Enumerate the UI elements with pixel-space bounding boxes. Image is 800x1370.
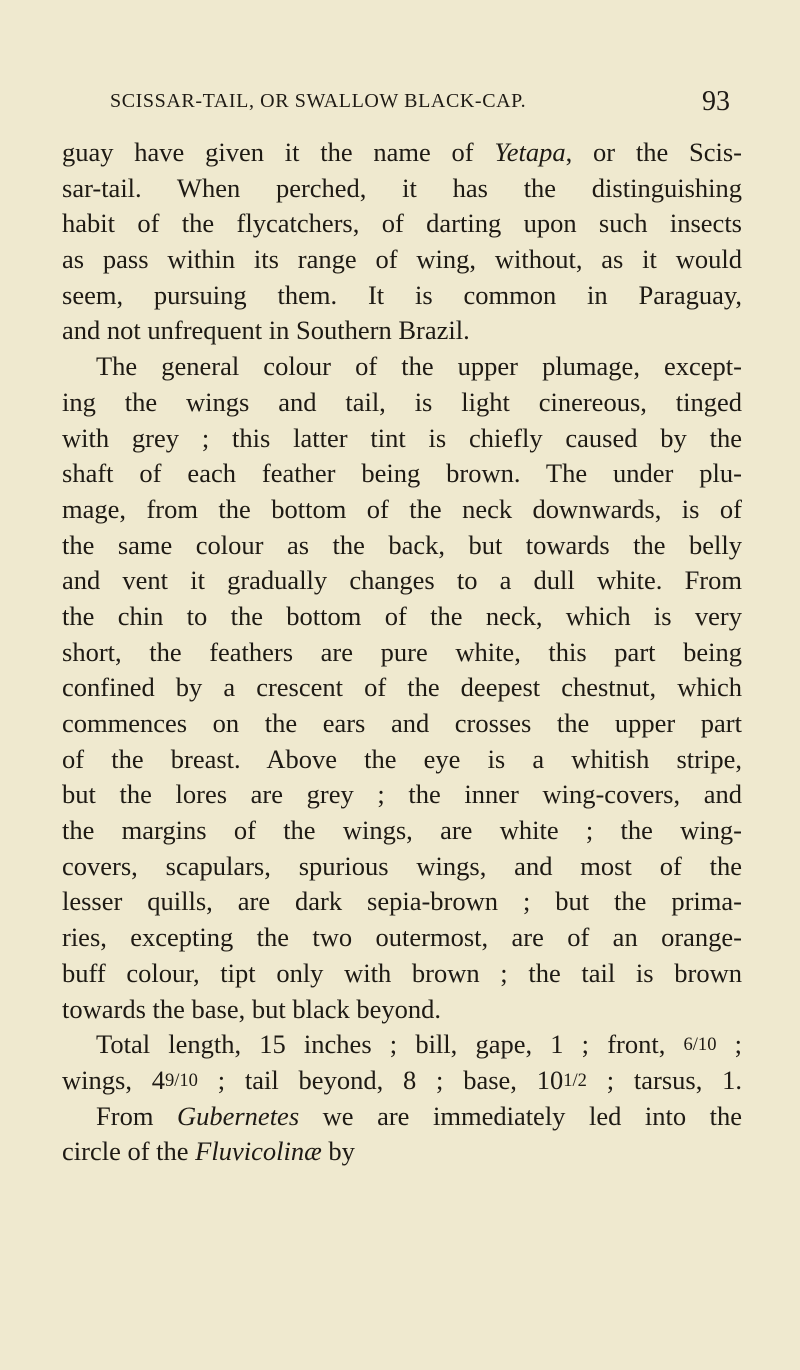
text-line: towards the base, but black beyond.	[62, 993, 441, 1024]
text-line: and not unfrequent in Southern Brazil.	[62, 315, 470, 346]
text-line: with grey ; this latter tint is chiefly caused by the	[62, 422, 742, 453]
fraction: 6/10	[683, 1034, 717, 1056]
text-line: shaft of each feather being brown. The under plu-	[62, 458, 742, 489]
text-line: commences on the ears and crosses the upper part	[62, 708, 742, 738]
text-line: covers, scapulars, spurious wings, and most of the	[62, 850, 742, 881]
page-number: 93	[702, 86, 730, 117]
fraction: 9/10	[165, 1070, 198, 1092]
measurements-line: wings, 49/10 ; tail beyond, 8 ; base, 101/2 ; tarsus, 1.	[62, 1064, 742, 1095]
text-line: habit of the flycatchers, of darting upon such insects	[62, 208, 742, 239]
text-line: seem, pursuing them. It is common in Paraguay,	[62, 279, 742, 310]
text-line: the same colour as the back, but towards the belly	[62, 529, 742, 560]
text-line: of the breast. Above the eye is a whitish stripe,	[62, 743, 742, 774]
text-line: ing the wings and tail, is light cinereous, tinged	[62, 386, 742, 417]
text-line: short, the feathers are pure white, this part being	[62, 636, 742, 667]
text-line: but the lores are grey ; the inner wing-covers, and	[62, 779, 742, 810]
text-line: ries, excepting the two outermost, are of an orange-	[62, 922, 742, 953]
text-line: as pass within its range of wing, without, as it would	[62, 244, 742, 275]
text-line: The general colour of the upper plumage, except-	[96, 351, 742, 382]
measurements-line: Total length, 15 inches ; bill, gape, 1 ; front, 6/10 ;	[96, 1029, 742, 1060]
text-line: From Gubernetes we are immediately led into the	[96, 1100, 742, 1131]
text-line: sar-tail. When perched, it has the distinguishing	[62, 172, 742, 203]
text-line: the chin to the bottom of the neck, which is very	[62, 600, 742, 631]
text-line: confined by a crescent of the deepest chestnut, which	[62, 672, 742, 703]
fraction: 1/2	[563, 1070, 587, 1092]
running-head	[110, 86, 730, 117]
text-line: and vent it gradually changes to a dull white. From	[62, 565, 742, 596]
text-line: circle of the Fluvicolinæ by	[62, 1136, 355, 1167]
body-text	[62, 135, 742, 1170]
running-title: SCISSAR-TAIL, OR SWALLOW BLACK-CAP.	[110, 90, 527, 112]
text-line: the margins of the wings, are white ; the wing-	[62, 815, 742, 846]
text-line: mage, from the bottom of the neck downwards, is of	[62, 493, 742, 524]
text-line: lesser quills, are dark sepia-brown ; but the prima-	[62, 886, 742, 917]
text-line: guay have given it the name of Yetapa, or the Scis-	[62, 137, 742, 167]
text-line: buff colour, tipt only with brown ; the tail is brown	[62, 957, 742, 988]
